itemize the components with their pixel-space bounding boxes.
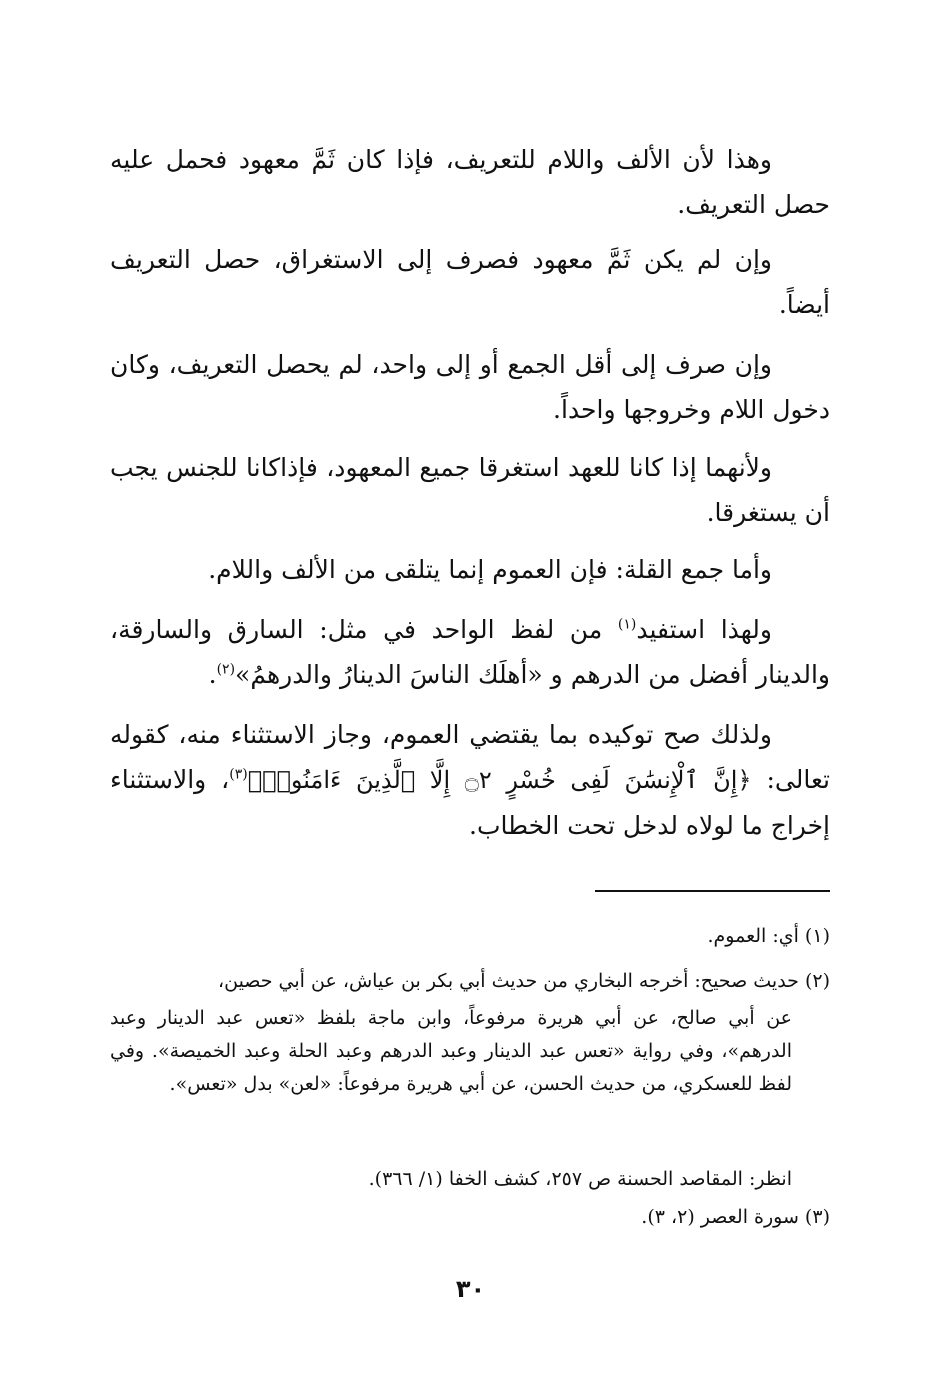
paragraph-4: ولأنهما إذا كانا للعهد استغرقا جميع المعهود، فإذاكانا للجنس يجب أن يستغرقا.: [110, 453, 830, 527]
page-number: ٣٠: [455, 1275, 486, 1303]
footnote-divider: [595, 890, 830, 892]
footnote-2-reference: انظر: المقاصد الحسنة ص ٢٥٧، كشف الخفا (١/ ٣٦٦).: [368, 1168, 792, 1190]
paragraph-1: وهذا لأن الألف واللام للتعريف، فإذا كان ثَمَّ معهود فحمل عليه حصل التعريف.: [110, 145, 830, 219]
paragraph-3: وإن صرف إلى أقل الجمع أو إلى واحد، لم يحصل التعريف، وكان دخول اللام وخروجها واحداً.: [110, 350, 830, 424]
quran-verse: ﴿إِنَّ ٱلْإِنسَٰنَ لَفِى خُسْرٍ ۝٢ إِلَّا ٱلَّذِينَ ءَامَنُوا۟﴾: [247, 766, 752, 794]
paragraph-7: [110, 712, 830, 848]
footnote-1: (١) أي: العموم.: [707, 925, 830, 947]
paragraph-6-text-c: .: [208, 660, 217, 689]
paragraph-7-text-a: ولذلك صح توكيده بما يقتضي العموم، وجاز الاستثناء منه، كقوله تعالى:: [110, 720, 830, 794]
footnote-2-first-line: (٢) حديث صحيح: أخرجه البخاري من حديث أبي بكر بن عياش، عن أبي حصين،: [217, 970, 830, 992]
paragraph-5: وأما جمع القلة: فإن العموم إنما يتلقى من الألف واللام.: [208, 555, 772, 584]
footnote-2-body: عن أبي صالح، عن أبي هريرة مرفوعاً، وابن ماجة بلفظ «تعس عبد الدينار وعبد الدرهم»، وفي رواية «تعس عبد الدينار وعبد الدرهم وعبد الحلة وعبد الخميصة». وفي لفظ للعسكري، من حديث الحسن، عن أبي هريرة مرفوعاً: «لعن» بدل «تعس».: [110, 1007, 792, 1095]
footnote-ref-2: (٢): [216, 661, 236, 678]
footnote-ref-3: (٣): [229, 766, 248, 783]
footnote-3: (٣) سورة العصر (٢، ٣).: [641, 1206, 830, 1228]
paragraph-6-text-a: ولهذا استفيد: [636, 615, 772, 644]
paragraph-2: وإن لم يكن ثَمَّ معهود فصرف إلى الاستغراق، حصل التعريف أيضاً.: [110, 245, 830, 319]
paragraph-6: [110, 607, 830, 697]
footnote-ref-1: (١): [617, 616, 637, 633]
paragraph-7-text-b: ، والاستثناء إخراج ما لولاه لدخل تحت الخطاب.: [110, 765, 830, 840]
paragraph-6-text-b: من لفظ الواحد في مثل: السارق والسارقة، والدينار أفضل من الدرهم و «أهلَك الناسَ الدينارُ والدرهمُ»: [110, 615, 830, 689]
